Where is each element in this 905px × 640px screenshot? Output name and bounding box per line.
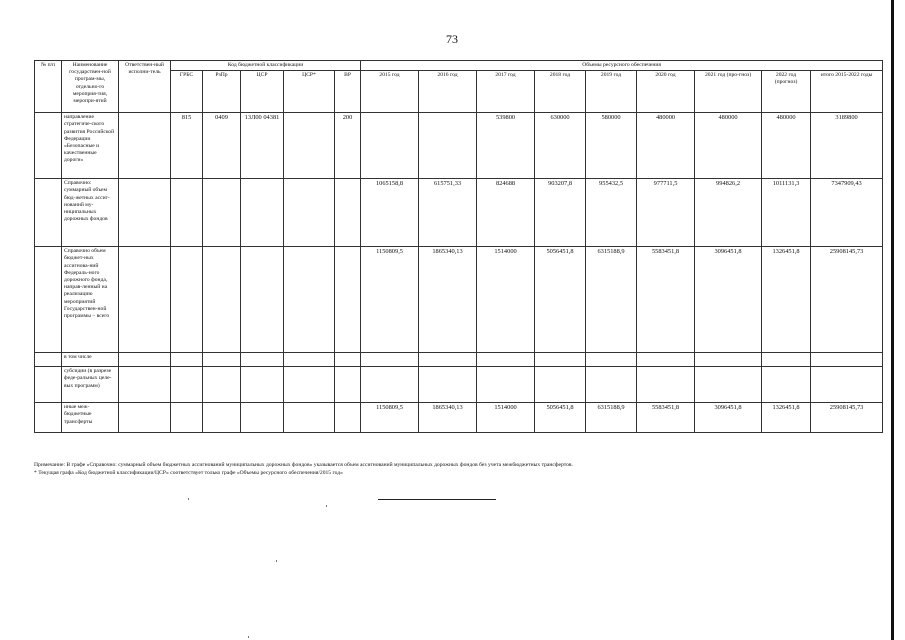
col-year-header: 2019 год <box>586 71 637 113</box>
cell-total: 3189800 <box>811 113 883 179</box>
col-csr2-header: ЦСР* <box>284 71 335 113</box>
table-row <box>35 353 883 367</box>
row-num <box>35 179 62 247</box>
cell-vr <box>335 353 361 367</box>
cell-value: 1326451,8 <box>762 247 811 353</box>
cell-csr <box>241 247 284 353</box>
table-row <box>35 179 883 247</box>
col-vr-header: ВР <box>335 71 361 113</box>
scan-speck <box>248 636 249 638</box>
resource-table <box>34 60 883 433</box>
cell-value <box>586 367 637 403</box>
cell-value: 5583451,8 <box>637 247 695 353</box>
cell-value <box>361 353 419 367</box>
cell-grbs <box>171 403 203 433</box>
row-name: направление стратегиче-ского развития Российской Федерации «Безопасные и качественные дороги» <box>62 113 119 179</box>
cell-value <box>535 353 586 367</box>
kbk-group-header: Код бюджетной классификации <box>171 61 361 71</box>
scan-speck <box>188 498 189 500</box>
cell-total: 25908145,73 <box>811 403 883 433</box>
cell-rzpr <box>203 353 241 367</box>
cell-value <box>695 353 762 367</box>
table-row <box>35 367 883 403</box>
cell-csr <box>241 353 284 367</box>
table-row <box>35 113 883 179</box>
row-name: субсидии (в разрезе феде-ральных целе-вых программ) <box>62 367 119 403</box>
cell-value <box>361 367 419 403</box>
cell-value: 6315188,9 <box>586 403 637 433</box>
page-number: 73 <box>446 32 458 46</box>
col-grbs-header: ГРБС <box>171 71 203 113</box>
cell-vr <box>335 179 361 247</box>
col-year-header: 2022 год (прогноз) <box>762 71 811 113</box>
cell-total: 25908145,73 <box>811 247 883 353</box>
cell-csr2 <box>284 247 335 353</box>
cell-rzpr: 0409 <box>203 113 241 179</box>
col-rzpr-header: РзПр <box>203 71 241 113</box>
cell-value: 580000 <box>586 113 637 179</box>
cell-grbs <box>171 247 203 353</box>
cell-value: 615751,33 <box>419 179 477 247</box>
cell-rzpr <box>203 367 241 403</box>
cell-rzpr <box>203 179 241 247</box>
row-num <box>35 247 62 353</box>
cell-csr2 <box>284 367 335 403</box>
cell-vr <box>335 247 361 353</box>
cell-vr <box>335 403 361 433</box>
cell-total <box>811 367 883 403</box>
cell-value <box>477 367 535 403</box>
row-num <box>35 403 62 433</box>
scan-speck <box>276 560 277 562</box>
scan-speck <box>326 505 327 507</box>
cell-value: 1865340,13 <box>419 403 477 433</box>
row-name: Справочно: суммарный объем бюд-жетных ассиг-нований му-ниципальных дорожных фондов <box>62 179 119 247</box>
col-total-header: итого 2015-2022 годы <box>811 71 883 113</box>
cell-grbs <box>171 179 203 247</box>
row-num <box>35 113 62 179</box>
cell-value: 3096451,8 <box>695 247 762 353</box>
cell-value <box>762 353 811 367</box>
cell-value <box>419 367 477 403</box>
cell-value <box>477 353 535 367</box>
cell-value: 1150809,5 <box>361 403 419 433</box>
cell-total <box>811 353 883 367</box>
cell-total: 7347909,43 <box>811 179 883 247</box>
row-resp <box>119 367 171 403</box>
cell-value: 977711,5 <box>637 179 695 247</box>
row-resp <box>119 179 171 247</box>
table-row <box>35 403 883 433</box>
scan-edge-bar <box>891 0 894 640</box>
cell-value: 1011131,3 <box>762 179 811 247</box>
cell-csr2 <box>284 353 335 367</box>
cell-value <box>419 353 477 367</box>
cell-csr: 13Л00 04381 <box>241 113 284 179</box>
col-num-header: № п/п <box>35 61 62 113</box>
table-row <box>35 247 883 353</box>
row-name: в том числе <box>62 353 119 367</box>
cell-value: 539800 <box>477 113 535 179</box>
cell-value: 480000 <box>762 113 811 179</box>
cell-grbs: 815 <box>171 113 203 179</box>
col-year-header: 2020 год <box>637 71 695 113</box>
cell-vr: 200 <box>335 113 361 179</box>
cell-value: 1326451,8 <box>762 403 811 433</box>
col-year-header: 2018 год <box>535 71 586 113</box>
cell-csr <box>241 179 284 247</box>
footnote: * Текущая графа «Код бюджетной классификации/ЦСР» соответствует только графе «Объемы ресурсного обеспечения/2015 год» <box>34 470 343 476</box>
cell-value <box>637 367 695 403</box>
cell-value: 6315188,9 <box>586 247 637 353</box>
row-name: иные меж-бюджетные трансферты <box>62 403 119 433</box>
cell-value: 480000 <box>695 113 762 179</box>
row-num <box>35 353 62 367</box>
cell-value <box>762 367 811 403</box>
closing-rule <box>378 499 496 500</box>
row-resp <box>119 353 171 367</box>
col-name-header: Наименование государствен-ной програм-мы, отдельно-го мероприя-тия, меропри-ятий <box>62 61 119 113</box>
col-year-header: 2021 год (про-гноз) <box>695 71 762 113</box>
row-resp <box>119 247 171 353</box>
row-name: Справочно объем бюджет-ных ассигнова-ний Федераль-ного дорожного фонда, направ-ленный на реализацию мероприятий Государствен-ной программы – всего <box>62 247 119 353</box>
cell-value: 903207,8 <box>535 179 586 247</box>
cell-value: 5056451,8 <box>535 403 586 433</box>
cell-grbs <box>171 367 203 403</box>
cell-value <box>419 113 477 179</box>
cell-value <box>361 113 419 179</box>
cell-value: 5583451,8 <box>637 403 695 433</box>
cell-value: 994826,2 <box>695 179 762 247</box>
cell-value: 824688 <box>477 179 535 247</box>
cell-value: 5056451,8 <box>535 247 586 353</box>
footnote: Примечание: В графе «Справочно: суммарный объем бюджетных ассигнований муниципальных дорожных фондов» указывается объем ассигнований муниципальных дорожных фондов без учета межбюджетных трансфертов. <box>34 462 573 468</box>
cell-value: 955432,5 <box>586 179 637 247</box>
cell-value: 1514000 <box>477 403 535 433</box>
header-row-1 <box>35 61 883 71</box>
cell-csr2 <box>284 179 335 247</box>
cell-value <box>695 367 762 403</box>
cell-value: 1065158,8 <box>361 179 419 247</box>
cell-rzpr <box>203 403 241 433</box>
footnotes <box>34 461 834 477</box>
cell-grbs <box>171 353 203 367</box>
col-year-header: 2017 год <box>477 71 535 113</box>
cell-value: 480000 <box>637 113 695 179</box>
cell-vr <box>335 367 361 403</box>
cell-value <box>535 367 586 403</box>
cell-value <box>637 353 695 367</box>
row-resp <box>119 113 171 179</box>
row-resp <box>119 403 171 433</box>
volume-group-header: Объемы ресурсного обеспечения <box>361 61 883 71</box>
cell-value: 3096451,8 <box>695 403 762 433</box>
cell-csr <box>241 367 284 403</box>
cell-value: 1865340,13 <box>419 247 477 353</box>
col-csr-header: ЦСР <box>241 71 284 113</box>
col-resp-header: Ответствен-ный исполни-тель <box>119 61 171 113</box>
col-year-header: 2015 год <box>361 71 419 113</box>
col-year-header: 2016 год <box>419 71 477 113</box>
cell-csr <box>241 403 284 433</box>
cell-value: 1514000 <box>477 247 535 353</box>
row-num <box>35 367 62 403</box>
cell-value <box>586 353 637 367</box>
cell-csr2 <box>284 113 335 179</box>
cell-value: 1150809,5 <box>361 247 419 353</box>
cell-csr2 <box>284 403 335 433</box>
cell-value: 630000 <box>535 113 586 179</box>
cell-rzpr <box>203 247 241 353</box>
